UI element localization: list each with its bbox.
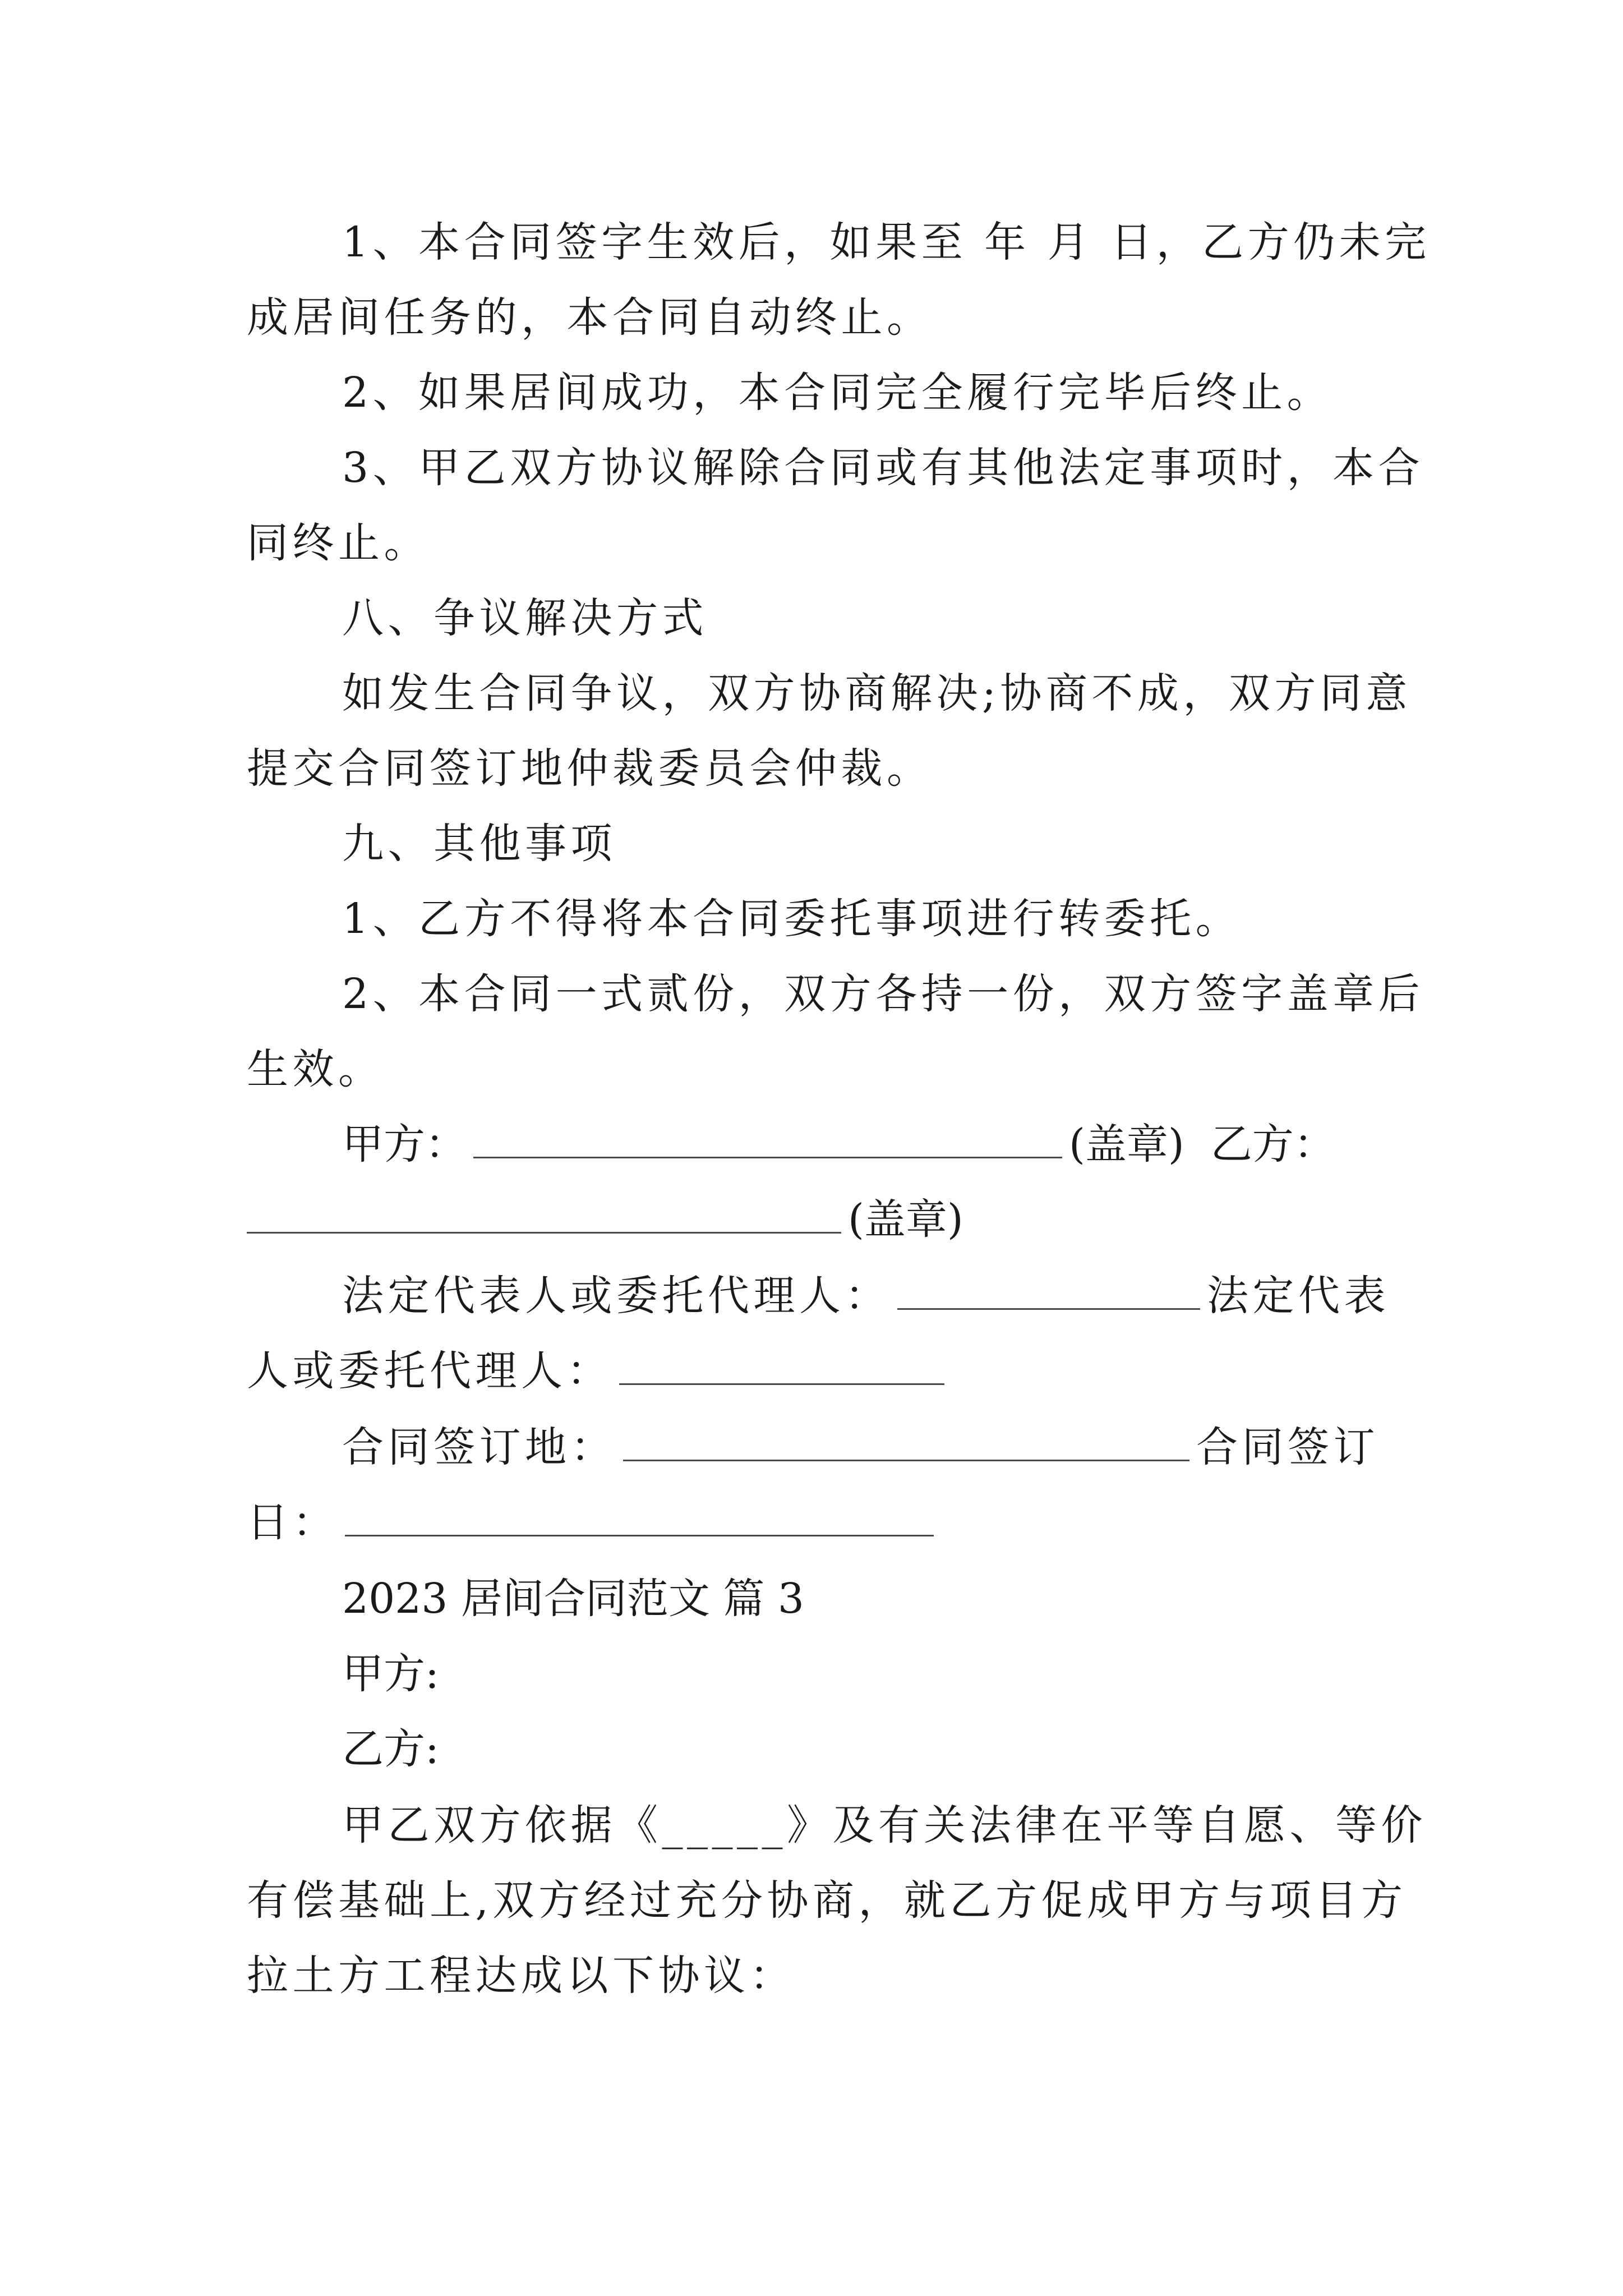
clause-termination-2: 2、如果居间成功，本合同完全履行完毕后终止。 [342, 369, 1333, 417]
other-clause-2-cont: 生效。 [247, 1045, 384, 1093]
representative-line [342, 1257, 1390, 1335]
representative-a-blank [897, 1264, 1200, 1310]
section-heading-other: 九、其他事项 [342, 820, 616, 868]
party-a-blank [473, 1113, 1062, 1158]
party-a-seal: (盖章) [1069, 1120, 1184, 1168]
section-3-paragraph-line-3: 拉土方工程达成以下协议： [247, 1952, 795, 2000]
representative-b-line [247, 1332, 951, 1410]
party-a-label: 甲方： [342, 1120, 467, 1168]
contract-date-label-cont: 日： [247, 1498, 338, 1547]
signature-party-b-line [247, 1180, 963, 1259]
section-3-party-a: 甲方: [342, 1650, 439, 1698]
representative-a-label: 法定代表人或委托代理人： [342, 1272, 891, 1320]
section-3-paragraph-line-1 [342, 1786, 1427, 1865]
p1-text-a: 甲乙双方依据《 [342, 1801, 662, 1849]
other-clause-1: 1、乙方不得将本合同委托事项进行转委托。 [342, 895, 1242, 943]
section-3-paragraph-line-2: 有偿基础上,双方经过充分协商，就乙方促成甲方与项目方 [247, 1876, 1407, 1925]
p1-text-b: 》及有关法律在平等自愿、等价 [787, 1801, 1427, 1849]
contract-place-label: 合同签订地： [342, 1423, 616, 1471]
representative-b-label: 法定代表 [1207, 1272, 1390, 1320]
representative-b-label-cont: 人或委托代理人： [247, 1347, 612, 1395]
section-heading-dispute: 八、争议解决方式 [342, 594, 708, 642]
clause-termination-1: 1、本合同签字生效后，如果至 年 月 日，乙方仍未完 [342, 218, 1431, 266]
clause-termination-1-cont: 成居间任务的，本合同自动终止。 [247, 293, 933, 342]
section-3-heading: 2023 居间合同范文 篇 3 [342, 1575, 804, 1623]
clause-termination-3-cont: 同终止。 [247, 519, 430, 567]
p1-law-blank: _____ [662, 1801, 787, 1849]
party-b-label: 乙方： [1210, 1120, 1335, 1168]
signature-party-line [342, 1105, 1335, 1184]
contract-date-blank [345, 1491, 934, 1536]
clause-termination-3: 3、甲乙双方协议解除合同或有其他法定事项时，本合 [342, 444, 1424, 492]
dispute-paragraph: 如发生合同争议，双方协商解决;协商不成，双方同意 [342, 669, 1412, 717]
party-b-blank [247, 1188, 841, 1234]
contract-place-blank [623, 1416, 1189, 1461]
dispute-paragraph-cont: 提交合同签订地仲裁委员会仲裁。 [247, 744, 933, 793]
contract-date-label: 合同签订 [1196, 1423, 1379, 1471]
contract-place-line [342, 1408, 1379, 1487]
contract-date-line [247, 1483, 940, 1562]
party-b-seal: (盖章) [848, 1195, 963, 1244]
representative-b-blank [619, 1340, 944, 1385]
other-clause-2: 2、本合同一式贰份，双方各持一份，双方签字盖章后 [342, 970, 1424, 1018]
section-3-party-b: 乙方: [342, 1725, 439, 1773]
